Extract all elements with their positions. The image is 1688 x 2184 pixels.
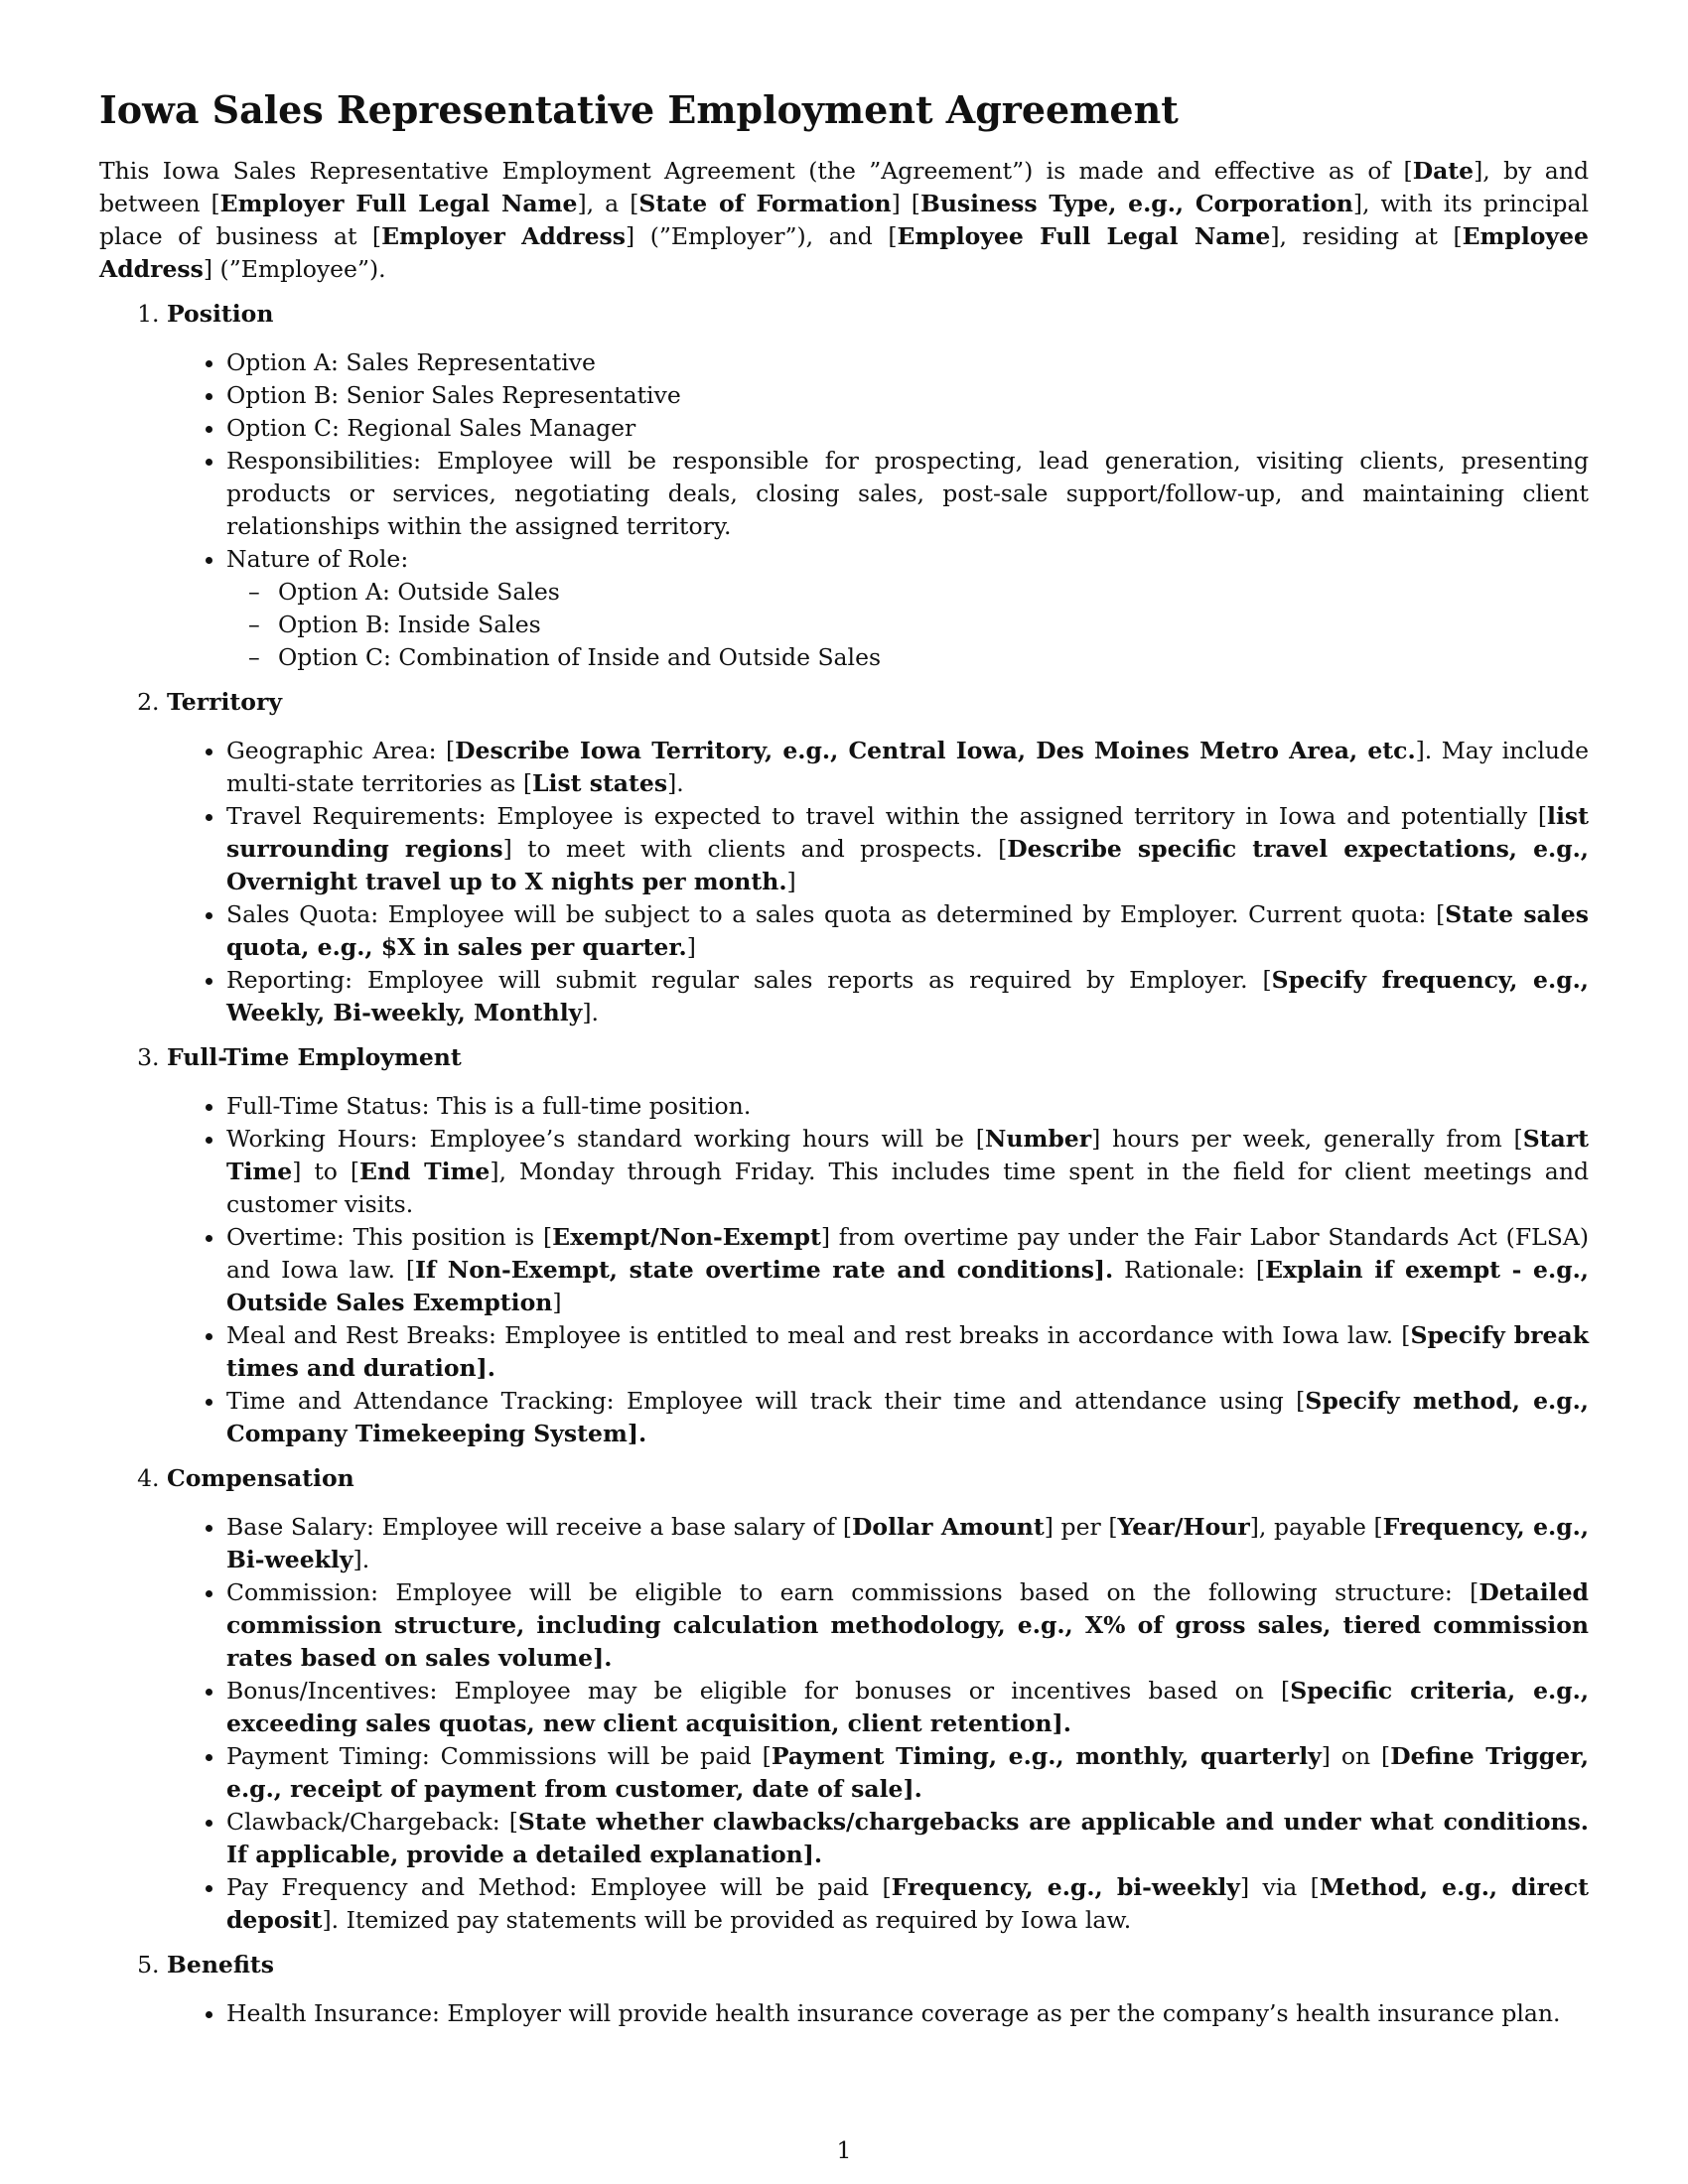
section-item-list: [167, 735, 1589, 1029]
intro-text: ] (”Employer”), and [: [626, 222, 898, 250]
list-item: [226, 1871, 1589, 1937]
list-item: [226, 346, 1589, 379]
section-item-list: [167, 346, 1589, 674]
item-text: ] hours per week, generally from [: [1091, 1125, 1523, 1153]
item-text: Clawback/Chargeback: [: [226, 1808, 518, 1836]
item-placeholder: Number: [984, 1125, 1092, 1153]
item-text: ]: [552, 1289, 562, 1316]
list-item: [226, 1319, 1589, 1385]
item-placeholder: Describe Iowa Territory, e.g., Central Iowa, Des Moines Metro Area, etc.: [455, 737, 1416, 764]
item-placeholder: Start Time: [226, 1125, 1589, 1185]
item-placeholder: State sales quota, e.g., $X in sales per quarter.: [226, 900, 1589, 961]
item-text: ] to [: [292, 1158, 360, 1185]
intro-text: ] (”Employee”).: [203, 255, 386, 283]
section-4: [167, 1462, 1589, 1937]
list-item: [226, 1806, 1589, 1871]
intro-text: ], with its principal place of business at [: [99, 190, 1590, 250]
item-placeholder: Dollar Amount: [852, 1513, 1045, 1541]
item-placeholder: List states: [532, 769, 668, 797]
list-item: [226, 379, 1589, 412]
section-item-list: [167, 1997, 1589, 2030]
section-2: [167, 686, 1589, 1029]
item-placeholder: Define Trigger, e.g., receipt of payment from customer, date of sale].: [226, 1742, 1590, 1803]
item-placeholder: Explain if exempt - e.g., Outside Sales Exemption: [226, 1256, 1589, 1316]
item-text: ], Monday through Friday. This includes time spent in the field for client meetings and customer visits.: [226, 1158, 1589, 1218]
item-placeholder: If Non-Exempt, state overtime rate and conditions].: [415, 1256, 1114, 1284]
item-text: Full-Time Status: This is a full-time position.: [226, 1092, 752, 1120]
page-number: 1: [836, 2136, 852, 2164]
intro-placeholder: Employee Full Legal Name: [897, 222, 1271, 250]
section-3: [167, 1041, 1589, 1450]
list-item: [226, 543, 1589, 674]
list-item: [226, 412, 1589, 445]
item-text: Option A: Sales Representative: [226, 348, 596, 376]
intro-text: ], residing at [: [1270, 222, 1463, 250]
list-item: [226, 1511, 1589, 1576]
item-text: Option B: Senior Sales Representative: [226, 381, 681, 409]
intro-placeholder: State of Formation: [638, 190, 892, 217]
item-placeholder: list surrounding regions: [226, 802, 1589, 863]
item-text: ]: [786, 868, 796, 895]
item-placeholder: Frequency, e.g., Bi-weekly: [226, 1513, 1590, 1573]
item-placeholder: Describe specific travel expectations, e.g., Overnight travel up to X nights per month.: [226, 835, 1589, 895]
item-text: Commission: Employee will be eligible to earn commissions based on the following structure: [: [226, 1578, 1479, 1606]
item-text: Health Insurance: Employer will provide health insurance coverage as per the company’s health insurance plan.: [226, 1999, 1561, 2027]
section-item-list: [167, 1090, 1589, 1450]
item-text: ] per [: [1044, 1513, 1118, 1541]
intro-text: This Iowa Sales Representative Employment Agreement (the ”Agreement”) is made and effective as of [: [99, 157, 1413, 185]
list-item: [226, 1675, 1589, 1740]
item-placeholder: Specify break times and duration].: [226, 1321, 1589, 1382]
item-text: ]. Itemized pay statements will be provided as required by Iowa law.: [322, 1906, 1132, 1934]
item-placeholder: Specific criteria, e.g., exceeding sales quotas, new client acquisition, client retention].: [226, 1677, 1589, 1737]
list-item: [226, 1385, 1589, 1450]
list-item: [226, 1576, 1589, 1675]
section-5: [167, 1949, 1589, 2030]
item-placeholder: Payment Timing, e.g., monthly, quarterly: [771, 1742, 1322, 1770]
item-placeholder: Frequency, e.g., bi-weekly: [891, 1873, 1240, 1901]
list-item: [226, 735, 1589, 800]
item-text: Payment Timing: Commissions will be paid [: [226, 1742, 772, 1770]
section-list: [99, 298, 1589, 2030]
item-text: Meal and Rest Breaks: Employee is entitled to meal and rest breaks in accordance with Iowa law. [: [226, 1321, 1411, 1349]
item-text: Base Salary: Employee will receive a base salary of [: [226, 1513, 853, 1541]
list-item: [226, 1740, 1589, 1806]
item-text: Nature of Role:: [226, 545, 409, 573]
item-placeholder: Specify method, e.g., Company Timekeeping System].: [226, 1387, 1589, 1447]
list-item: [226, 1997, 1589, 2030]
item-placeholder: Method, e.g., direct deposit: [226, 1873, 1589, 1934]
item-text: Time and Attendance Tracking: Employee will track their time and attendance using [: [226, 1387, 1306, 1415]
item-text: Option C: Regional Sales Manager: [226, 414, 636, 442]
item-text: Working Hours: Employee’s standard working hours will be [: [226, 1125, 985, 1153]
section-title: 2. Territory: [167, 688, 282, 716]
item-text: Travel Requirements: Employee is expected to travel within the assigned territory in Iowa and potentially [: [226, 802, 1548, 830]
list-item: [226, 1090, 1589, 1123]
item-text: Geographic Area: [: [226, 737, 456, 764]
sub-list-item: – Option C: Combination of Inside and Outside Sales: [278, 641, 1589, 674]
list-item: [226, 800, 1589, 898]
item-text: ] from overtime pay under the Fair Labor Standards Act (FLSA) and Iowa law. [: [226, 1223, 1589, 1284]
item-text: ] to meet with clients and prospects. [: [502, 835, 1008, 863]
intro-placeholder: Date: [1412, 157, 1475, 185]
intro-text: ] [: [891, 190, 920, 217]
item-placeholder: Year/Hour: [1117, 1513, 1250, 1541]
intro-placeholder: Business Type, e.g., Corporation: [919, 190, 1353, 217]
section-1: [167, 298, 1589, 674]
item-placeholder: Specify frequency, e.g., Weekly, Bi-weekly, Monthly: [226, 966, 1589, 1026]
item-text: ].: [667, 769, 684, 797]
intro-placeholder: Employee Address: [99, 222, 1589, 283]
section-title: 1. Position: [167, 300, 274, 328]
document-title: Iowa Sales Representative Employment Agreement: [99, 87, 1179, 132]
sub-list-item: – Option B: Inside Sales: [278, 609, 1589, 641]
item-text: ], payable [: [1249, 1513, 1383, 1541]
section-item-list: [167, 1511, 1589, 1937]
item-text: ] via [: [1239, 1873, 1320, 1901]
intro-text: ], a [: [577, 190, 639, 217]
intro-placeholder: Employer Full Legal Name: [219, 190, 578, 217]
item-placeholder: End Time: [359, 1158, 491, 1185]
list-item: [226, 445, 1589, 543]
item-text: ]: [686, 933, 696, 961]
item-text: Pay Frequency and Method: Employee will be paid [: [226, 1873, 892, 1901]
item-text: ].: [582, 999, 599, 1026]
item-text: Responsibilities: Employee will be responsible for prospecting, lead generation, visiting clients, presenting products or services, negotiating deals, closing sales, post-sale support/follow-up, and maintaining client relationships within the assigned territory.: [226, 447, 1589, 540]
item-text: ].: [352, 1546, 370, 1573]
item-placeholder: Exempt/Non-Exempt: [552, 1223, 821, 1251]
document-page: [99, 87, 1589, 2042]
section-title: 5. Benefits: [167, 1951, 275, 1979]
item-text: Sales Quota: Employee will be subject to a sales quota as determined by Employer. Current quota: [: [226, 900, 1446, 928]
item-placeholder: State whether clawbacks/chargebacks are applicable and under what conditions. If applicable, provide a detailed explanation].: [226, 1808, 1589, 1868]
list-item: [226, 898, 1589, 964]
intro-placeholder: Employer Address: [381, 222, 627, 250]
item-text: Reporting: Employee will submit regular sales reports as required by Employer. [: [226, 966, 1272, 994]
item-placeholder: Detailed commission structure, including calculation methodology, e.g., X% of gross sales, tiered commission rates based on sales volume].: [226, 1578, 1589, 1672]
item-text: Overtime: This position is [: [226, 1223, 553, 1251]
sub-list: [226, 576, 1589, 674]
list-item: [226, 1221, 1589, 1319]
item-text: Rationale: [: [1113, 1256, 1266, 1284]
intro-paragraph: [99, 155, 1589, 286]
list-item: [226, 964, 1589, 1029]
sub-list-item: – Option A: Outside Sales: [278, 576, 1589, 609]
item-text: Bonus/Incentives: Employee may be eligible for bonuses or incentives based on [: [226, 1677, 1291, 1705]
list-item: [226, 1123, 1589, 1221]
item-text: ]. May include multi-state territories as [: [226, 737, 1589, 797]
section-title: 4. Compensation: [167, 1464, 354, 1492]
section-title: 3. Full-Time Employment: [167, 1043, 462, 1071]
intro-text: ], by and between [: [99, 157, 1589, 217]
item-text: ] on [: [1321, 1742, 1391, 1770]
